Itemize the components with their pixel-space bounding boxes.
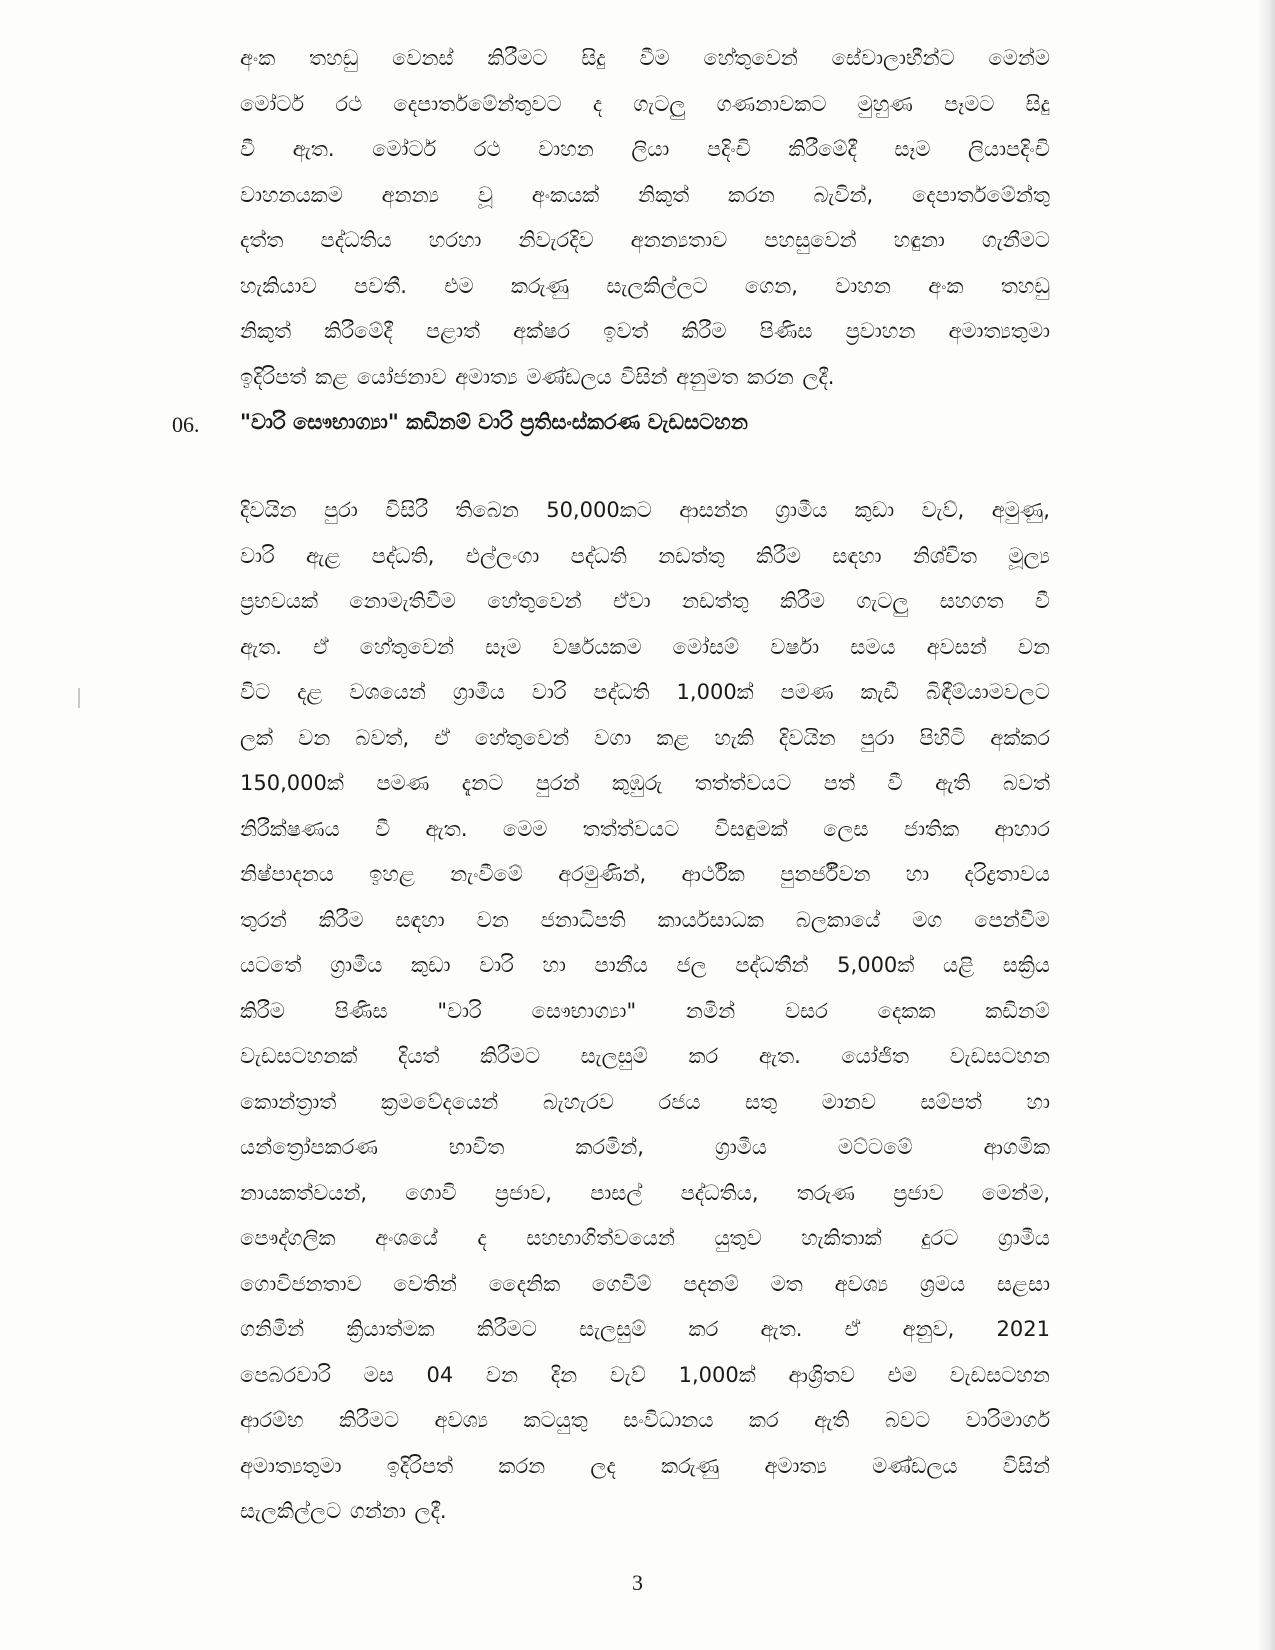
paragraph-line: පෞද්ගලික අංශයේ ද සහභාගිත්වයෙන් යුතුව හැකිතාක් දුරට ග්‍රාමීය: [240, 1226, 1050, 1250]
margin-mark: [78, 688, 80, 708]
paragraph-line: වාහනයකම අනන්‍ය වූ අංකයක් නිකුත් කරන බැවින්, දෙපාර්තමේන්තු: [240, 182, 1050, 207]
paragraph-line: 150,000ක් පමණ දැනට පුරන් කුඹුරු තත්ත්වයට පත් වී ඇති බවත්: [240, 771, 1050, 795]
paragraph-line: ආරම්භ කිරීමට අවශ්‍ය කටයුතු සංවිධානය කර ඇති බවට වාරිමාර්ග: [240, 1408, 1050, 1432]
paragraph-line: පෙබරවාරි මස 04 වන දින වැව් 1,000ක් ආශ්‍රිතව එම වැඩසටහන: [240, 1362, 1050, 1387]
paragraph-2: [240, 488, 1050, 1535]
paragraph-line: ඉදිරිපත් කළ යෝජනාව අමාත්‍ය මණ්ඩලය විසින් අනුමත කරන ලදී.: [240, 364, 835, 389]
paragraph-1: [240, 36, 1050, 400]
paragraph-line: විට දළ වශයෙන් ග්‍රාමීය වාරි පද්ධති 1,000ක් පමණ කැඩී බිඳීම්යාමවලට: [240, 680, 1050, 704]
paragraph-line: තුරන් කිරීම සඳහා වන ජනාධිපති කාර්යසාධක බලකායේ මග පෙන්වීම: [240, 907, 1050, 932]
page-number: 3: [632, 1570, 643, 1595]
paragraph-line: නිරීක්ෂණය වී ඇත. මෙම තත්ත්වයට විසඳුමක් ලෙස ජාතික ආහාර: [240, 816, 1050, 841]
paragraph-line: සැලකිල්ලට ගන්නා ලදී.: [240, 1499, 447, 1523]
paragraph-line: වැඩසටහනක් දියත් කිරීමට සැලසුම් කර ඇත. යෝජිත වැඩසටහන: [240, 1044, 1050, 1068]
scan-edge-shadow: [1257, 0, 1275, 1650]
paragraph-line: අංක තහඩු වෙනස් කිරීමට සිදු වීම හේතුවෙන් සේවාලාභීන්ට මෙන්ම: [240, 46, 1050, 70]
paragraph-line: ලක් වන බවත්, ඒ හේතුවෙන් වගා කළ හැකි දිවයින පුරා පිහිටි අක්කර: [240, 725, 1050, 750]
paragraph-line: අමාත්‍යතුමා ඉදිරිපත් කරන ලද කරුණු අමාත්‍ය මණ්ඩලය විසින්: [240, 1453, 1050, 1478]
paragraph-line: ගොවිජනතාව වෙතින් දෛනික ගෙවීම් පදනම් මත අවශ්‍ය ශ්‍රමය සළසා: [240, 1271, 1050, 1296]
paragraph-line: යටතේ ග්‍රාමීය කුඩා වාරි හා පානීය ජල පද්ධතීන් 5,000ක් යළි සක්‍රිය: [240, 953, 1050, 977]
section-heading: [172, 400, 1052, 450]
paragraph-line: නිෂ්පාදනය ඉහළ නැංවීමේ අරමුණින්, ආර්ථික පුනර්ජීවන හා දරිද්‍රතාවය: [240, 862, 1050, 886]
paragraph-line: ගනිමින් ක්‍රියාත්මක කිරීමට සැලසුම් කර ඇත. ඒ අනුව, 2021: [240, 1317, 1050, 1341]
paragraph-line: ප්‍රභවයක් නොමැතිවීම හේතුවෙන් ඒවා නඩත්තු කිරීම ගැටලු සහගත වී: [240, 589, 1050, 613]
section-number: 06.: [172, 412, 200, 437]
paragraph-line: නායකත්වයන්, ගොවි ප්‍රජාව, පාසල් පද්ධතිය, තරුණ ප්‍රජාව මෙන්ම,: [240, 1180, 1050, 1205]
paragraph-line: හැකියාව පවතී. එම කරුණු සැලකිල්ලට ගෙන, වාහන අංක තහඩු: [240, 273, 1050, 298]
section-title: "වාරි සෞභාග්‍යා" කඩිනම් වාරි ප්‍රතිසංස්කරණ වැඩසටහන: [240, 410, 748, 434]
paragraph-line: වාරි ඇළ පද්ධති, එල්ලංගා පද්ධති නඩත්තු කිරීම සඳහා නිශ්චිත මූල්‍ය: [240, 543, 1050, 568]
paragraph-line: නිකුත් කිරීමේදී පළාත් අක්ෂර ඉවත් කිරීම පිණිස ප්‍රවාහන අමාත්‍යතුමා: [240, 319, 1050, 343]
paragraph-line: මෝටර් රථ දෙපාර්තමේන්තුවට ද ගැටලු ගණනාවකට මුහුණ පෑමට සිදු: [240, 91, 1050, 116]
paragraph-line: දත්ත පද්ධතිය හරහා නිවැරදිව අනන්‍යතාව පහසුවෙන් හඳුනා ගැනීමට: [240, 228, 1050, 252]
paragraph-line: කිරීම පිණිස "වාරි සෞභාග්‍යා" නමින් වසර දෙකක කඩිනම්: [240, 998, 1050, 1023]
paragraph-line: ඇත. ඒ හේතුවෙන් සෑම වර්ෂයකම මෝසම් වර්ෂා සමය අවසන් වන: [240, 634, 1050, 659]
paragraph-line: දිවයින පුරා විසිරී තිබෙන 50,000කට ආසන්න ග්‍රාමීය කුඩා වැව්, අමුණු,: [240, 498, 1050, 522]
paragraph-line: යන්ත්‍රෝපකරණ භාවිත කරමින්, ග්‍රාමීය මට්ටමේ ආගමික: [240, 1135, 1050, 1159]
paragraph-line: වී ඇත. මෝටර් රථ වාහන ලියා පදිංචි කිරීමේදී සෑම ලියාපදිංචි: [240, 137, 1050, 161]
paragraph-line: කොන්ත්‍රාත් ක්‍රමවේදයෙන් බැහැරව රජය සතු මානව සම්පත් හා: [240, 1089, 1050, 1114]
